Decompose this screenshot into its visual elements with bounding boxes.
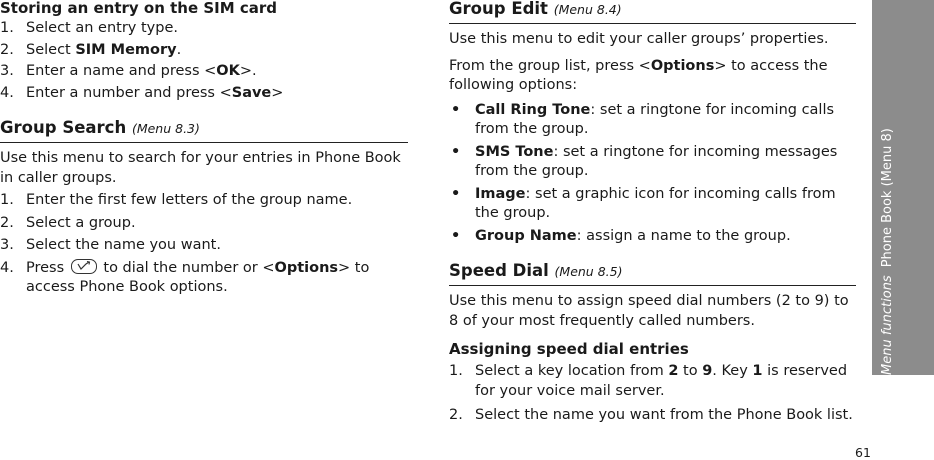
storing-step-4: 4. Enter a number and press <Save> xyxy=(0,84,284,101)
option-call-ring-tone: • Call Ring Tone: set a ringtone for incoming calls from the group. xyxy=(451,101,835,137)
group-edit-options-list xyxy=(449,101,856,247)
group-search-heading: Group Search (Menu 8.3) xyxy=(0,118,408,143)
speed-dial-intro: Use this menu to assign speed dial numbers (2 to 9) to 8 of your most frequently called numbers. xyxy=(449,293,849,329)
right-column xyxy=(449,0,856,426)
group-edit-options-intro: From the group list, press <Options> to access the following options: xyxy=(449,57,828,93)
storing-steps-list xyxy=(0,19,408,103)
search-step-4: 4. Press to dial the number or <Options> to access Phone Book options. xyxy=(0,259,370,295)
search-step-3: 3. Select the name you want. xyxy=(0,237,221,253)
page-number: 61 xyxy=(855,445,871,460)
group-search-intro: Use this menu to search for your entries in Phone Book in caller groups. xyxy=(0,150,401,186)
speed-dial-menu-ref: (Menu 8.5) xyxy=(554,264,623,279)
send-key-icon xyxy=(71,259,97,274)
group-edit-intro: Use this menu to edit your caller groups’ properties. xyxy=(449,31,829,47)
search-step-2: 2. Select a group. xyxy=(0,214,136,231)
storing-step-3: 3. Enter a name and press <OK>. xyxy=(0,63,257,79)
storing-step-1: 1. Select an entry type. xyxy=(0,20,178,36)
group-edit-heading: Group Edit (Menu 8.4) xyxy=(449,0,856,24)
group-edit-menu-ref: (Menu 8.4) xyxy=(553,2,622,17)
assign-step-2: 2. Select the name you want from the Phone Book list. xyxy=(449,407,853,423)
group-search-steps xyxy=(0,191,408,298)
option-image: • Image: set a graphic icon for incoming calls from the group. xyxy=(451,185,836,221)
search-step-1: 1. Enter the first few letters of the group name. xyxy=(0,192,353,208)
storing-sim-heading: Storing an entry on the SIM card xyxy=(0,0,278,17)
left-column xyxy=(0,0,408,298)
speed-dial-heading: Speed Dial (Menu 8.5) xyxy=(449,261,856,286)
group-search-menu-ref: (Menu 8.3) xyxy=(131,121,200,136)
assign-step-1: 1. Select a key location from 2 to 9. Key 1 is reserved for your voice mail server. xyxy=(449,363,848,399)
assigning-heading: Assigning speed dial entries xyxy=(449,340,689,358)
option-group-name: • Group Name: assign a name to the group. xyxy=(451,227,791,244)
option-sms-tone: • SMS Tone: set a ringtone for incoming messages from the group. xyxy=(451,143,838,179)
assigning-steps xyxy=(449,362,856,426)
storing-step-2: 2. Select SIM Memory. xyxy=(0,41,182,58)
chapter-side-tab-label: Menu functionsPhone Book (Menu 8) xyxy=(880,128,895,375)
